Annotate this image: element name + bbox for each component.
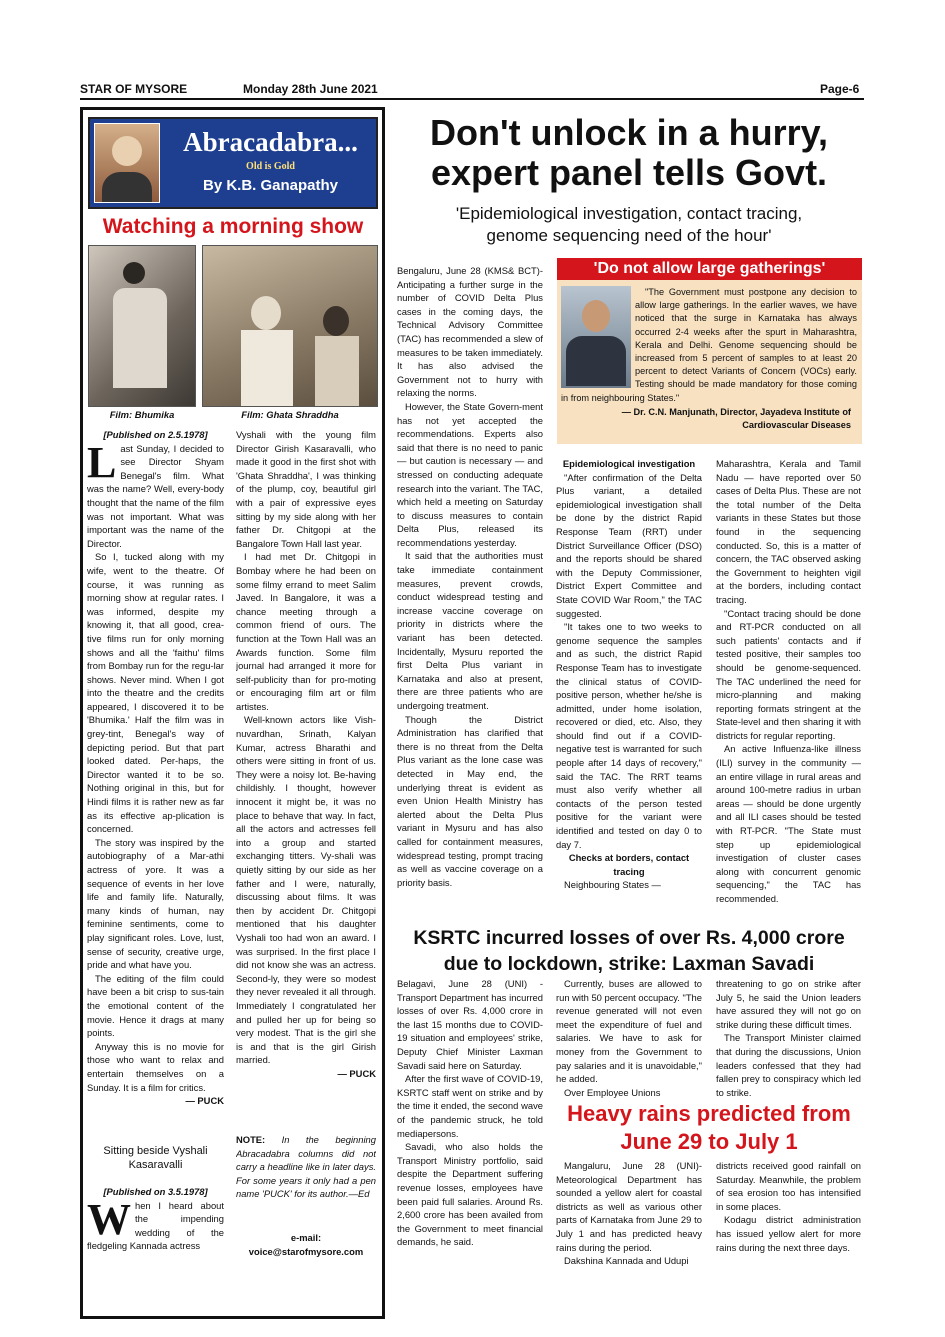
story2-column-2	[556, 977, 702, 1101]
expert-quote	[561, 286, 857, 432]
caption-ghata-shraddha: Film: Ghata Shraddha	[241, 409, 339, 420]
caption-bhumika: Film: Bhumika	[109, 409, 175, 420]
paragraph: It said that the authorities must take immediate containment measures, prevent crowds, conduct widespread testing and increase vaccine coverage on priority in districts where the variant has been detected. Incidentally, Mysuru reported the first Delta Plus variant in Karnataka and also at present, there are three patients who are undergoing treatment.	[397, 550, 543, 711]
paragraph: Bengaluru, June 28 (KMS& BCT)- Anticipating a further surge in the number of COVID Delta Plus cases in the coming days, the Technical Advisory Committee (TAC) has recommended a slew of measures to be taken immediately. It has also advised the Government not to hurry with relaxing the norms.	[397, 265, 543, 399]
note-label: NOTE:	[236, 1134, 266, 1145]
deck-line: genome sequencing need of the hour'	[486, 226, 772, 245]
column-tagline: Old is Gold	[246, 161, 295, 172]
publication-date: [Published on 3.5.1978]	[103, 1186, 208, 1197]
story2-column-1	[397, 977, 543, 1273]
quote-box-headline: 'Do not allow large gatherings'	[557, 258, 862, 280]
lead-headline	[393, 113, 865, 193]
masthead-name: STAR OF MYSORE	[80, 82, 188, 96]
paragraph: Dakshina Kannada and Udupi	[564, 1255, 689, 1267]
film-still-bhumika	[88, 245, 196, 407]
subhead-vyshali: Sitting beside Vyshali Kasaravalli	[103, 1145, 208, 1171]
column-text-left-2	[87, 1185, 224, 1265]
headline-line: Heavy rains predicted from	[567, 1101, 851, 1126]
lead-deck	[393, 203, 865, 247]
paragraph: Vyshali with the young film Director Girish Kasaravalli, who made it good in the first shot with 'Ghata Shraddha', I was thinking of the plump, coy, beautiful girl with a pair of expressive eyes sitting by my side along with her father Dr. Chitgopi at the Bangalore Town Hall last year.	[236, 429, 376, 549]
subhead: Checks at borders, contact tracing	[568, 852, 690, 877]
note-text: In the beginning Abracadabra columns did not carry a headline like in later days. For some years it only had a pen name 'PUCK' for its author.—Ed	[236, 1134, 376, 1200]
paragraph: "Contact tracing should be done and RT-PCR conducted on all such patients' contacts and if tested positive, their samples too should be genome-sequenced. The TAC underlined the need for micro-planning and making reporting formats stringent at the State-level and then sharing it with districts for regular reporting.	[716, 607, 861, 741]
rains-headline	[553, 1100, 865, 1156]
paragraph: Mangaluru, June 28 (UNI)- Meteorological Department has sounded a yellow alert for coastal districts as well as various other parts of Karnataka from June 29 to July 1 and has predicted heavy rains during the period.	[556, 1160, 702, 1253]
paragraph: Anyway this is no movie for those who want to relax and entertain themselves on a Sunday. It is a film for critics.	[87, 1040, 224, 1093]
paragraph: Kodagu district administration has issued yellow alert for more rains during the next three days.	[716, 1214, 861, 1253]
ksrtc-headline	[393, 925, 865, 977]
quote-text: "The Government must postpone any decision to allow large gatherings. In the earlier waves, we have noticed that the surge in Karnataka has always occurred 2-4 weeks after the spurt in Maharashtra, Kerala and Delhi. Genome sequencing should be increased from 5 percent of samples to at least 20 percent to detect Variants of Concern (VOCs) early. Testing should be made mandatory for those coming in from neighbouring States."	[561, 287, 857, 403]
story1-column-2	[556, 457, 702, 923]
email-label: e-mail:	[290, 1232, 322, 1243]
paragraph: The editing of the film could have been a bit crisp to sus-tain the emotional content of the movie. Hence it drags at many points.	[87, 972, 224, 1039]
paragraph: Over Employee Unions	[564, 1086, 661, 1098]
columnist-photo	[94, 123, 160, 203]
email-block	[236, 1231, 376, 1258]
headline-line: due to lockdown, strike: Laxman Savadi	[443, 953, 815, 975]
story1-column-3	[716, 457, 861, 923]
subhead: Epidemiological investigation	[562, 458, 696, 469]
paragraph: "After confirmation of the Delta Plus variant, a detailed epidemiological investigation shall be done by the district Rapid Response Team (RRT) under District Surveillance Officer (DSO) and the reports should be shared with the Deputy Commissioner, District Expert Committee and State COVID War Room," the TAC suggested.	[556, 471, 702, 619]
paragraph: ast Sunday, I decided to see Director Shyam Benegal's film. What was the name? Well, every-body thought that the name of the film was not important. What was important was the name of the Director.	[87, 442, 224, 549]
story3-column-2	[716, 1159, 861, 1271]
story3-column-1	[556, 1159, 702, 1271]
column-text-right	[236, 428, 376, 1128]
column-headline: Watching a morning show	[102, 215, 364, 238]
paragraph: hen I heard about the impending wedding of the fledgeling Kannada actress	[87, 1199, 224, 1252]
headline-line: Don't unlock in a hurry,	[430, 112, 828, 153]
story2-column-3	[716, 977, 861, 1101]
email-address[interactable]: voice@starofmysore.com	[248, 1245, 364, 1257]
paragraph: "It takes one to two weeks to genome sequence the samples and as such, the district Rapid Response Team has to investigate the clinical status of COVID-positive person, whether he/she is admitted, under home isolation, recovered or died, etc. Also, they should find out if a COVID-negative test is warranted for such people after 14 days of recovery," said the TAC. The RRT teams must also verify whether all contacts of the person tested positive for the variant were identified and tested on day 0 to day 7.	[556, 621, 702, 850]
headline-line: expert panel tells Govt.	[430, 152, 828, 193]
paragraph: Maharashtra, Kerala and Tamil Nadu — have reported over 50 cases of Delta Plus. These are not the total number of the Delta variants in these States but those found in the sequencing conducted. So, this is a matter of concern, the TAC observed asking the Government to heighten vigil at the borders, including contact tracing.	[716, 458, 861, 605]
column-byline: By K.B. Ganapathy	[202, 177, 339, 194]
paragraph: threatening to go on strike after July 5, he said the Union leaders have assured they will not go on strike during these difficult times.	[716, 978, 861, 1030]
paragraph: After the first wave of COVID-19, KSRTC staff went on strike and by the time it ended, the second wave of the pandemic struck, he told mediapersons.	[397, 1073, 543, 1139]
editor-note	[236, 1133, 376, 1201]
film-still-ghata-shraddha	[202, 245, 378, 407]
column-banner	[88, 117, 378, 209]
paragraph: An active Influenza-like illness (ILI) survey in the community — an entire village in rural areas and around 100-metre radius in urban areas — should be done urgently and all ILI cases should be tested with RT-PCR. "The State must step up epidemiological investigation of cluster cases along with concurrent genomic sequencing," the TAC has recommended.	[716, 743, 861, 904]
paragraph: Belagavi, June 28 (UNI) - Transport Department has incurred losses of over Rs. 4,000 crore in the last 15 months due to COVID-19 situation and employees' strike, Deputy Chief Minister Laxman Savadi said here on Saturday.	[397, 978, 543, 1071]
drop-cap: L	[87, 437, 117, 487]
author-sign: — PUCK	[185, 1095, 224, 1107]
paragraph: So I, tucked along with my wife, went to the theatre. Of course, it was running as morning show at regular rates. I was informed, despite my knowing it, that all good, crea-tive films run for only morning shows and all the 'faithu' films from Bombay run for the regu-lar shows. Never mind. When I got into the theatre and the credits appeared, I discovered it to be 'Bhumika.' Half the film was in grey-tint, Benegal's way of depicting period. But that part looked dated. Per-haps, the Director wanted it to be so. Nothing original in this, but for Hindi films it is rather new as far as its effective ap-plication is concerned.	[87, 551, 224, 835]
header-rule	[80, 98, 864, 100]
paragraph: Neighbouring States —	[564, 879, 661, 891]
headline-line: June 29 to July 1	[620, 1129, 798, 1154]
paragraph: Well-known actors like Vish-nuvardhan, Srinath, Kalyan Kumar, actress Bharathi and others were sitting in front of us. They were a noisy lot. Be-having childishly. I thought, however innocent it might be, it was no place to behave that way. In fact, all the actors and actresses fell into a group and started exchanging titters. Vy-shali was quietly sitting by our side as her father and I were, naturally, discussing about films. It was then by accident Dr. Chitgopi mentioned that his daughter Vyshali too had won an award. I was surprised. In the first place I did not know she was an actress. Second-ly, they were so modest they never revealed it all through. Immediately I congratulated her and pulled her up for being so very modest. That is the girl she is and that is the girl Girish married.	[236, 714, 376, 1066]
deck-line: 'Epidemiological investigation, contact tracing,	[455, 204, 803, 223]
paragraph: The story was inspired by the autobiography of a Mar-athi actress of yore. It was a sequence of events in her love life and family life. Naturally, many kinds of human, nay feminine sentiments, come to play significant roles. Love, lust, sense of security, creative urge, pride and what have you.	[87, 836, 224, 971]
story1-column-1	[397, 264, 543, 922]
drop-cap: W	[87, 1194, 131, 1244]
column-text-left	[87, 428, 224, 1128]
headline-line: KSRTC incurred losses of over Rs. 4,000 crore	[413, 927, 845, 949]
page-number: Page-6	[820, 82, 860, 96]
paragraph: Though the District Administration has clarified that there is no threat from the Delta Plus variant as the lone case was detected in May end, the underlying threat is evident as even Union Health Ministry has alerted about the Delta Plus variant in Mysuru and has also called for containment measures, widespread testing, prompt tracing as well as vaccine coverage on a priority basis.	[397, 713, 543, 888]
paragraph: Savadi, who also holds the Transport Ministry portfolio, said despite the Department suffering revenue losses, employees have been paid full salaries. Around Rs. 2,600 crore has been availed from the Government to meet financial demands, he said.	[397, 1141, 543, 1248]
paragraph: Currently, buses are allowed to run with 50 percent occupacy. "The revenue generated will not even meet the expenditure of fuel and salaries. We have to ask for money from the Government to pay salaries and it is unavoidable," he added.	[556, 978, 702, 1085]
paragraph: However, the State Govern-ment has not yet accepted the recommendations. Experts also said that there is no need to panic — but caution is necessary — and stressed on conducting adequate research into the variant. The TAC, which held a meeting on Saturday to discuss measures to contain Delta Plus, released its recommendations yesterday.	[397, 400, 543, 548]
paragraph: The Transport Minister claimed that during the discussions, Union leaders confessed that they had fallen prey to conspiracy which led to strike.	[716, 1032, 861, 1098]
quote-box	[557, 258, 862, 444]
issue-date: Monday 28th June 2021	[243, 82, 378, 96]
paragraph: I had met Dr. Chitgopi in Bombay where he had been on some filmy errand to meet Salim Javed. In Bangalore, it was a chance meeting through a common friend of ours. The function at the Town Hall was an Awards function. Some film journal had arranged it more for self-publicity than for pro-moting or encouraging film art or film artistes.	[236, 551, 376, 712]
paragraph: districts received good rainfall on Saturday. Meanwhile, the problem of sea erosion too has intensified in some places.	[716, 1160, 861, 1212]
publication-date: [Published on 2.5.1978]	[103, 429, 208, 440]
quote-attribution: — Dr. C.N. Manjunath, Director, Jayadeva Institute of Cardiovascular Diseases	[621, 406, 851, 431]
column-title: Abracadabra...	[183, 127, 358, 157]
author-sign: — PUCK	[337, 1067, 376, 1079]
